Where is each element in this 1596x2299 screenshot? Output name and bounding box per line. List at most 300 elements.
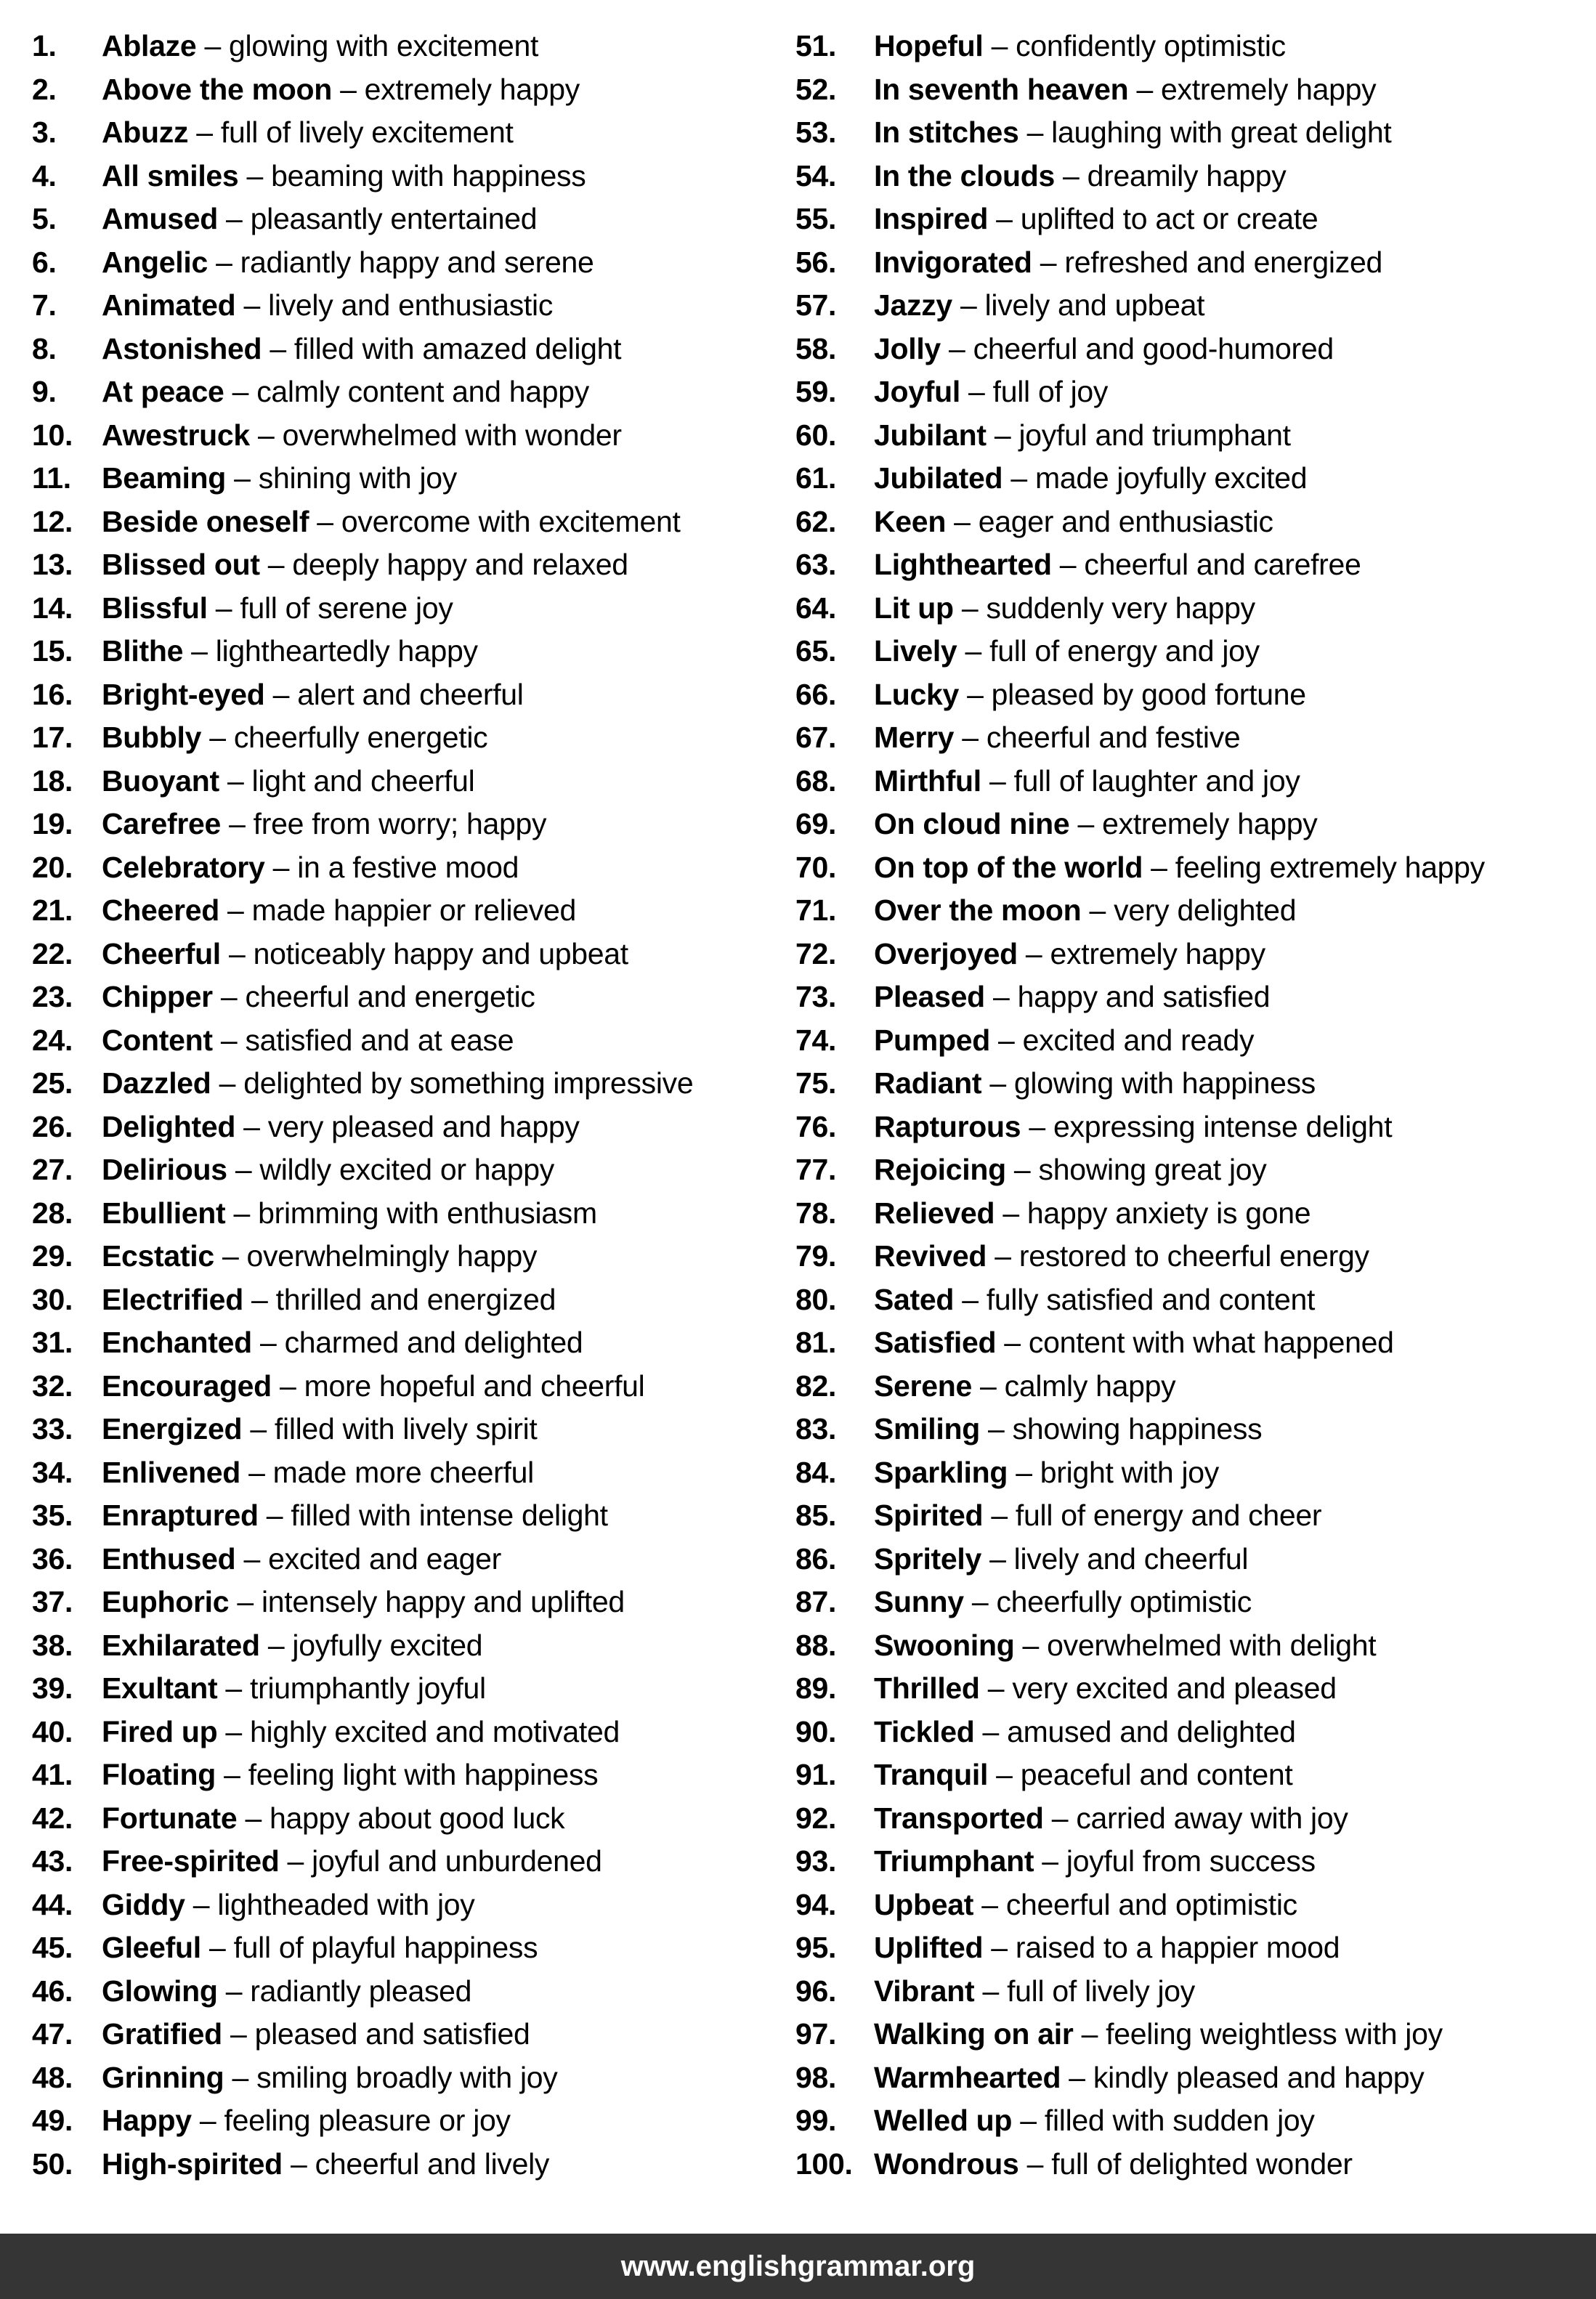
item-number: 19. — [32, 807, 73, 840]
item-term: Serene — [874, 1369, 972, 1403]
item-definition: – overwhelmed with delight — [1014, 1628, 1377, 1662]
item-definition: – noticeably happy and upbeat — [220, 936, 628, 970]
item-entry — [102, 1840, 602, 1884]
item-definition: – showing happiness — [979, 1412, 1263, 1446]
list-item — [795, 1884, 1587, 1927]
item-entry — [874, 500, 1273, 544]
list-item — [32, 760, 780, 803]
item-definition: – thrilled and energized — [243, 1282, 556, 1316]
item-entry — [874, 976, 1270, 1019]
item-number: 91. — [795, 1758, 837, 1791]
item-term: Sated — [874, 1282, 955, 1316]
item-definition: – expressing intense delight — [1021, 1109, 1393, 1143]
item-definition: – dreamily happy — [1054, 158, 1287, 192]
item-definition: – excited and eager — [235, 1541, 501, 1576]
item-term: Keen — [874, 504, 947, 538]
item-number: 14. — [32, 591, 73, 625]
item-term: Walking on air — [874, 2017, 1074, 2051]
item-number: 92. — [795, 1801, 837, 1835]
item-term: Bubbly — [102, 721, 202, 754]
item-number: 64. — [795, 591, 837, 625]
list-item — [32, 1840, 780, 1884]
item-number: 47. — [32, 2017, 73, 2051]
list-item — [32, 673, 780, 717]
list-item — [32, 630, 780, 673]
item-term: Angelic — [102, 245, 208, 279]
item-term: Enthused — [102, 1541, 236, 1576]
item-entry — [102, 673, 524, 717]
item-entry — [102, 1019, 514, 1063]
item-definition: – pleased by good fortune — [959, 677, 1306, 711]
list-item — [795, 111, 1587, 155]
item-term: All smiles — [102, 158, 239, 192]
item-term: Wondrous — [874, 2146, 1019, 2181]
item-entry — [874, 328, 1334, 371]
item-number: 88. — [795, 1628, 837, 1662]
item-number: 39. — [32, 1671, 73, 1705]
item-term: Smiling — [874, 1412, 980, 1446]
item-entry — [102, 2099, 511, 2143]
item-number: 84. — [795, 1455, 837, 1489]
item-term: Glowing — [102, 1974, 218, 2008]
item-number: 21. — [32, 893, 73, 927]
item-definition: – full of delighted wonder — [1018, 2146, 1353, 2181]
list-item — [795, 1797, 1587, 1841]
item-number: 77. — [795, 1153, 837, 1186]
list-item — [795, 1148, 1587, 1192]
item-term: Radiant — [874, 1066, 982, 1100]
item-term: Content — [102, 1023, 213, 1057]
item-entry — [102, 111, 514, 155]
list-item — [32, 1884, 780, 1927]
item-entry — [102, 2056, 557, 2100]
item-number: 90. — [795, 1714, 837, 1748]
list-item — [795, 587, 1587, 630]
item-entry — [874, 370, 1108, 414]
item-definition: – extremely happy — [331, 72, 580, 106]
item-term: Exhilarated — [102, 1628, 260, 1662]
item-term: Ablaze — [102, 29, 197, 62]
item-number: 25. — [32, 1066, 73, 1100]
item-entry — [874, 1019, 1254, 1063]
list-item — [32, 889, 780, 933]
item-term: Floating — [102, 1758, 216, 1791]
item-term: Grinning — [102, 2060, 224, 2094]
item-number: 3. — [32, 115, 57, 149]
item-number: 60. — [795, 418, 837, 452]
list-item — [795, 1711, 1587, 1754]
list-item — [795, 328, 1587, 371]
item-term: Lighthearted — [874, 548, 1052, 581]
item-definition: – glowing with excitement — [196, 29, 539, 62]
list-item — [795, 370, 1587, 414]
list-item — [795, 1494, 1587, 1538]
item-term: Sparkling — [874, 1455, 1008, 1489]
item-entry — [102, 241, 594, 285]
item-definition: – lightheaded with joy — [185, 1887, 475, 1921]
item-term: Exultant — [102, 1671, 218, 1705]
item-definition: – bright with joy — [1008, 1455, 1219, 1489]
item-number: 22. — [32, 936, 73, 970]
item-number: 94. — [795, 1887, 837, 1921]
item-definition: – lively and upbeat — [952, 288, 1205, 322]
list-item — [32, 846, 780, 890]
item-number: 31. — [32, 1326, 73, 1359]
list-item — [795, 155, 1587, 198]
item-number: 89. — [795, 1671, 837, 1705]
list-item — [795, 933, 1587, 976]
item-entry — [102, 370, 589, 414]
item-number: 100. — [795, 2146, 853, 2181]
item-definition: – full of serene joy — [207, 591, 453, 625]
item-number: 80. — [795, 1282, 837, 1316]
list-item — [32, 370, 780, 414]
list-item — [795, 803, 1587, 846]
item-term: Thrilled — [874, 1671, 980, 1705]
item-entry — [874, 68, 1376, 112]
item-definition: – pleased and satisfied — [222, 2017, 530, 2051]
item-term: Chipper — [102, 980, 213, 1013]
list-item — [795, 1840, 1587, 1884]
item-term: Vibrant — [874, 1974, 975, 2008]
item-definition: – made happier or relieved — [219, 893, 576, 927]
item-entry — [102, 68, 580, 112]
footer-banner — [0, 2234, 1596, 2299]
item-entry — [874, 1235, 1369, 1278]
list-item — [32, 1538, 780, 1581]
item-term: Abuzz — [102, 115, 189, 149]
item-number: 32. — [32, 1369, 73, 1403]
item-definition: – kindly pleased and happy — [1061, 2060, 1425, 2094]
item-entry — [102, 284, 553, 328]
item-number: 13. — [32, 548, 73, 581]
item-term: In the clouds — [874, 158, 1055, 192]
item-term: Enraptured — [102, 1499, 259, 1532]
item-definition: – charmed and delighted — [251, 1326, 583, 1359]
item-term: Warmhearted — [874, 2060, 1061, 2094]
item-term: Beaming — [102, 461, 227, 495]
item-definition: – glowing with happiness — [981, 1066, 1316, 1100]
item-definition: – shining with joy — [226, 461, 457, 495]
item-number: 63. — [795, 548, 837, 581]
item-entry — [102, 414, 622, 458]
item-definition: – cheerful and carefree — [1051, 548, 1361, 581]
item-definition: – lively and cheerful — [981, 1541, 1249, 1576]
list-item — [32, 2056, 780, 2100]
item-term: Uplifted — [874, 1931, 984, 1964]
item-number: 96. — [795, 1974, 837, 2008]
item-term: Fortunate — [102, 1801, 238, 1835]
item-entry — [874, 198, 1318, 241]
item-entry — [102, 1451, 534, 1495]
item-entry — [102, 587, 453, 630]
list-item — [795, 760, 1587, 803]
list-item — [32, 198, 780, 241]
item-term: Amused — [102, 202, 218, 235]
list-item — [795, 2143, 1587, 2186]
item-number: 76. — [795, 1109, 837, 1143]
item-definition: – full of playful happiness — [200, 1931, 538, 1964]
item-term: Jolly — [874, 331, 941, 365]
item-number: 58. — [795, 331, 837, 365]
item-number: 11. — [32, 461, 71, 495]
list-item — [795, 1321, 1587, 1365]
item-term: Bright-eyed — [102, 677, 265, 711]
item-definition: – full of lively excitement — [188, 115, 514, 149]
item-term: Joyful — [874, 375, 960, 408]
item-entry — [102, 1926, 538, 1970]
item-term: Welled up — [874, 2104, 1013, 2137]
item-term: In stitches — [874, 115, 1019, 149]
item-entry — [102, 1538, 501, 1581]
item-entry — [874, 111, 1391, 155]
item-definition: – intensely happy and uplifted — [229, 1585, 625, 1618]
item-term: Carefree — [102, 807, 221, 840]
item-term: At peace — [102, 375, 224, 408]
item-definition: – peaceful and content — [988, 1758, 1293, 1791]
item-entry — [874, 760, 1300, 803]
item-number: 70. — [795, 850, 837, 884]
item-definition: – cheerfully energetic — [201, 721, 488, 754]
item-entry — [874, 846, 1485, 890]
item-term: Pumped — [874, 1023, 990, 1057]
item-entry — [874, 803, 1317, 846]
list-item — [795, 846, 1587, 890]
list-item — [795, 1062, 1587, 1106]
item-number: 57. — [795, 288, 837, 322]
item-term: Jubilant — [874, 418, 987, 452]
item-definition: – overwhelmingly happy — [214, 1239, 538, 1273]
item-term: Swooning — [874, 1628, 1015, 1662]
item-term: Upbeat — [874, 1887, 974, 1921]
list-item — [795, 1235, 1587, 1278]
item-term: Jazzy — [874, 288, 952, 322]
item-entry — [874, 155, 1286, 198]
item-definition: – wildly excited or happy — [227, 1153, 555, 1186]
item-term: Revived — [874, 1239, 987, 1273]
item-number: 12. — [32, 504, 73, 538]
list-item — [32, 241, 780, 285]
item-entry — [102, 1494, 608, 1538]
item-entry — [102, 543, 628, 587]
item-definition: – amused and delighted — [974, 1714, 1296, 1748]
item-definition: – full of laughter and joy — [981, 763, 1300, 798]
item-term: Lucky — [874, 677, 959, 711]
item-definition: – lightheartedly happy — [183, 634, 478, 668]
item-definition: – radiantly happy and serene — [208, 245, 594, 279]
item-entry — [874, 2056, 1424, 2100]
item-number: 54. — [795, 158, 837, 192]
list-item — [32, 543, 780, 587]
item-number: 27. — [32, 1153, 73, 1186]
item-definition: – very excited and pleased — [979, 1671, 1337, 1705]
item-entry — [874, 1970, 1195, 2014]
item-term: Jubilated — [874, 461, 1003, 495]
item-term: Buoyant — [102, 763, 219, 798]
item-term: Awestruck — [102, 418, 250, 452]
item-entry — [102, 1581, 625, 1624]
item-definition: – overcome with excitement — [309, 504, 681, 538]
item-definition: – pleasantly entertained — [217, 202, 538, 235]
list-item — [32, 328, 780, 371]
item-number: 95. — [795, 1931, 837, 1964]
list-item — [32, 1494, 780, 1538]
item-entry — [102, 1624, 482, 1668]
list-item — [795, 1970, 1587, 2014]
item-definition: – calmly content and happy — [224, 375, 589, 408]
list-item — [32, 414, 780, 458]
item-entry — [102, 328, 621, 371]
item-term: Ecstatic — [102, 1239, 214, 1273]
item-term: Hopeful — [874, 29, 984, 62]
item-entry — [102, 1970, 471, 2014]
item-number: 16. — [32, 677, 73, 711]
list-item — [32, 1278, 780, 1322]
item-entry — [874, 1278, 1315, 1322]
list-item — [32, 1797, 780, 1841]
item-term: In seventh heaven — [874, 72, 1129, 106]
list-item — [795, 1753, 1587, 1797]
list-item — [32, 2143, 780, 2186]
item-definition: – cheerful and optimistic — [973, 1887, 1297, 1921]
item-term: Rapturous — [874, 1109, 1021, 1143]
list-item — [795, 68, 1587, 112]
item-term: Overjoyed — [874, 936, 1018, 970]
item-term: Triumphant — [874, 1844, 1034, 1878]
list-item — [795, 1019, 1587, 1063]
item-entry — [102, 25, 538, 68]
list-item — [795, 1192, 1587, 1236]
list-item — [32, 1926, 780, 1970]
list-item — [32, 1753, 780, 1797]
item-definition: – joyful from success — [1034, 1844, 1316, 1878]
item-number: 67. — [795, 721, 837, 754]
item-number: 72. — [795, 936, 837, 970]
item-definition: – overwhelmed with wonder — [249, 418, 622, 452]
item-term: Beside oneself — [102, 504, 309, 538]
item-definition: – delighted by something impressive — [211, 1066, 694, 1100]
item-entry — [874, 1192, 1311, 1236]
item-number: 74. — [795, 1023, 837, 1057]
item-term: Lively — [874, 634, 957, 668]
item-term: Cheerful — [102, 936, 221, 970]
item-number: 18. — [32, 763, 73, 798]
list-item — [795, 630, 1587, 673]
list-item — [795, 241, 1587, 285]
item-term: Astonished — [102, 331, 262, 365]
item-number: 55. — [795, 202, 837, 235]
item-number: 65. — [795, 634, 837, 668]
list-item — [795, 500, 1587, 544]
list-item — [32, 1581, 780, 1624]
list-item — [32, 2013, 780, 2056]
item-definition: – joyfully excited — [259, 1628, 483, 1662]
list-item — [795, 673, 1587, 717]
item-definition: – brimming with enthusiasm — [225, 1196, 597, 1230]
list-item — [795, 2056, 1587, 2100]
item-number: 37. — [32, 1585, 73, 1618]
item-number: 2. — [32, 72, 57, 106]
item-definition: – feeling pleasure or joy — [191, 2104, 511, 2137]
item-term: Merry — [874, 721, 955, 754]
item-entry — [874, 543, 1361, 587]
list-item — [795, 1667, 1587, 1711]
item-term: Giddy — [102, 1887, 185, 1921]
item-term: On top of the world — [874, 850, 1143, 884]
item-number: 9. — [32, 375, 57, 408]
item-entry — [102, 760, 474, 803]
list-item — [795, 1624, 1587, 1668]
item-entry — [102, 889, 576, 933]
list-item — [795, 2099, 1587, 2143]
item-number: 17. — [32, 721, 73, 754]
item-entry — [874, 716, 1240, 760]
item-definition: – happy anxiety is gone — [995, 1196, 1311, 1230]
item-entry — [874, 1797, 1348, 1841]
item-definition: – filled with sudden joy — [1012, 2104, 1315, 2137]
item-term: Blissful — [102, 591, 208, 625]
item-entry — [874, 1711, 1296, 1754]
item-entry — [874, 2013, 1443, 2056]
item-term: Rejoicing — [874, 1153, 1006, 1186]
item-number: 66. — [795, 677, 837, 711]
item-definition: – eager and enthusiastic — [946, 504, 1273, 538]
item-entry — [102, 1797, 564, 1841]
item-number: 81. — [795, 1326, 837, 1359]
list-item — [32, 933, 780, 976]
item-definition: – happy about good luck — [237, 1801, 565, 1835]
list-item — [32, 1192, 780, 1236]
item-definition: – calmly happy — [971, 1369, 1176, 1403]
list-item — [32, 716, 780, 760]
item-number: 61. — [795, 461, 837, 495]
item-entry — [874, 673, 1306, 717]
item-entry — [102, 1711, 620, 1754]
item-term: Tickled — [874, 1714, 975, 1748]
item-entry — [874, 1106, 1392, 1149]
item-number: 59. — [795, 375, 837, 408]
item-number: 73. — [795, 980, 837, 1013]
list-item — [32, 1365, 780, 1408]
list-item — [795, 1365, 1587, 1408]
item-number: 51. — [795, 29, 837, 62]
list-item — [795, 1926, 1587, 1970]
item-entry — [102, 1192, 597, 1236]
item-definition: – raised to a happier mood — [983, 1931, 1340, 1964]
item-number: 87. — [795, 1585, 837, 1618]
item-number: 68. — [795, 763, 837, 798]
item-definition: – excited and ready — [989, 1023, 1255, 1057]
list-item — [32, 1408, 780, 1451]
word-list-left-column — [32, 25, 780, 2186]
item-entry — [102, 630, 478, 673]
item-definition: – refreshed and energized — [1032, 245, 1382, 279]
item-definition: – more hopeful and cheerful — [271, 1369, 645, 1403]
item-definition: – showing great joy — [1005, 1153, 1267, 1186]
item-term: Energized — [102, 1412, 243, 1446]
item-term: Over the moon — [874, 893, 1082, 927]
item-term: Tranquil — [874, 1758, 989, 1791]
item-entry — [874, 1840, 1316, 1884]
footer-website-link[interactable]: www.englishgrammar.org — [620, 2250, 976, 2282]
item-term: Above the moon — [102, 72, 332, 106]
item-term: Gleeful — [102, 1931, 201, 1964]
item-number: 82. — [795, 1369, 837, 1403]
item-entry — [874, 1451, 1219, 1495]
list-item — [32, 803, 780, 846]
item-entry — [874, 1667, 1337, 1711]
item-number: 45. — [32, 1931, 73, 1964]
